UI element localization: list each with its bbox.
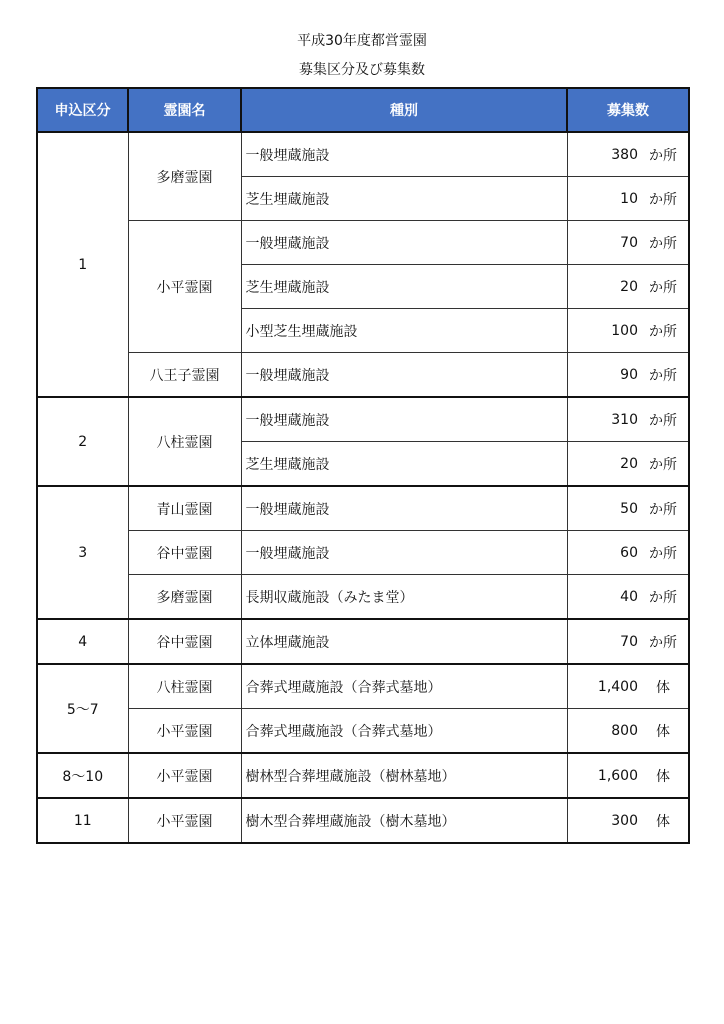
- type-cell: 芝生埋蔵施設: [241, 177, 567, 221]
- count-unit: か所: [649, 235, 677, 252]
- type-cell: 一般埋蔵施設: [241, 221, 567, 265]
- category-cell: 11: [37, 798, 128, 843]
- category-cell: 4: [37, 619, 128, 664]
- header-category: 申込区分: [37, 88, 128, 132]
- category-cell: 1: [37, 132, 128, 397]
- table-row: [37, 353, 689, 398]
- category-cell: 5～7: [37, 664, 128, 753]
- type-cell: 樹木型合葬埋蔵施設（樹木墓地）: [241, 798, 567, 843]
- cemetery-cell: 青山霊園: [128, 486, 241, 531]
- cemetery-cell: 小平霊園: [128, 798, 241, 843]
- count-cell: [567, 221, 689, 265]
- count-value: 800: [611, 722, 638, 739]
- cemetery-cell: 小平霊園: [128, 753, 241, 798]
- count-value: 70: [620, 234, 638, 251]
- header-type: 種別: [241, 88, 567, 132]
- type-cell: 合葬式埋蔵施設（合葬式墓地）: [241, 709, 567, 754]
- cemetery-cell: 八柱霊園: [128, 397, 241, 486]
- category-cell: 2: [37, 397, 128, 486]
- table-row: [37, 664, 689, 709]
- table-row: [37, 575, 689, 620]
- table-row: [37, 798, 689, 843]
- count-value: 1,400: [597, 678, 638, 695]
- count-cell: [567, 664, 689, 709]
- table-row: [37, 486, 689, 531]
- count-unit: か所: [649, 545, 677, 562]
- count-cell: [567, 265, 689, 309]
- count-unit: か所: [649, 323, 677, 340]
- count-cell: [567, 442, 689, 487]
- count-unit: か所: [649, 589, 677, 606]
- count-unit: 体: [656, 813, 670, 830]
- count-unit: か所: [649, 191, 677, 208]
- table-row: [37, 619, 689, 664]
- type-cell: 小型芝生埋蔵施設: [241, 309, 567, 353]
- count-value: 310: [611, 411, 638, 428]
- type-cell: 一般埋蔵施設: [241, 397, 567, 442]
- count-value: 300: [611, 812, 638, 829]
- count-unit: か所: [649, 367, 677, 384]
- count-value: 1,600: [597, 767, 638, 784]
- count-value: 10: [620, 190, 638, 207]
- type-cell: 一般埋蔵施設: [241, 353, 567, 398]
- count-value: 380: [611, 146, 638, 163]
- count-unit: か所: [649, 412, 677, 429]
- table-row: [37, 531, 689, 575]
- count-unit: 体: [656, 723, 670, 740]
- document-subtitle: 募集区分及び募集数: [299, 62, 425, 78]
- count-value: 50: [620, 500, 638, 517]
- type-cell: 芝生埋蔵施設: [241, 265, 567, 309]
- table-header-row: [37, 88, 689, 132]
- table-row: [37, 397, 689, 442]
- table-row: [37, 221, 689, 265]
- count-cell: [567, 353, 689, 398]
- count-cell: [567, 486, 689, 531]
- count-value: 40: [620, 588, 638, 605]
- cemetery-cell: 八王子霊園: [128, 353, 241, 398]
- count-unit: か所: [649, 634, 677, 651]
- type-cell: 芝生埋蔵施設: [241, 442, 567, 487]
- count-cell: [567, 309, 689, 353]
- type-cell: 長期収蔵施設（みたま堂）: [241, 575, 567, 620]
- count-value: 60: [620, 544, 638, 561]
- type-cell: 一般埋蔵施設: [241, 132, 567, 177]
- cemetery-cell: 八柱霊園: [128, 664, 241, 709]
- cemetery-cell: 谷中霊園: [128, 619, 241, 664]
- count-value: 70: [620, 633, 638, 650]
- table-row: [37, 709, 689, 754]
- count-value: 20: [620, 278, 638, 295]
- type-cell: 一般埋蔵施設: [241, 486, 567, 531]
- cemetery-cell: 多磨霊園: [128, 575, 241, 620]
- header-count: 募集数: [567, 88, 689, 132]
- type-cell: 樹林型合葬埋蔵施設（樹林墓地）: [241, 753, 567, 798]
- count-cell: [567, 531, 689, 575]
- type-cell: 立体埋蔵施設: [241, 619, 567, 664]
- recruitment-table: [36, 87, 690, 844]
- count-cell: [567, 397, 689, 442]
- cemetery-cell: 小平霊園: [128, 709, 241, 754]
- count-value: 100: [611, 322, 638, 339]
- count-cell: [567, 619, 689, 664]
- count-unit: か所: [649, 456, 677, 473]
- count-unit: か所: [649, 147, 677, 164]
- count-unit: 体: [656, 768, 670, 785]
- count-cell: [567, 575, 689, 620]
- count-cell: [567, 177, 689, 221]
- type-cell: 一般埋蔵施設: [241, 531, 567, 575]
- table-row: [37, 132, 689, 177]
- cemetery-cell: 多磨霊園: [128, 132, 241, 221]
- count-cell: [567, 798, 689, 843]
- count-value: 20: [620, 455, 638, 472]
- table-row: [37, 753, 689, 798]
- header-cemetery: 霊園名: [128, 88, 241, 132]
- cemetery-cell: 小平霊園: [128, 221, 241, 353]
- category-cell: 3: [37, 486, 128, 619]
- count-value: 90: [620, 366, 638, 383]
- document-title: 平成30年度都営霊園: [297, 33, 427, 49]
- count-unit: か所: [649, 501, 677, 518]
- count-cell: [567, 753, 689, 798]
- cemetery-cell: 谷中霊園: [128, 531, 241, 575]
- category-cell: 8～10: [37, 753, 128, 798]
- count-cell: [567, 132, 689, 177]
- type-cell: 合葬式埋蔵施設（合葬式墓地）: [241, 664, 567, 709]
- count-unit: 体: [656, 679, 670, 696]
- count-unit: か所: [649, 279, 677, 296]
- count-cell: [567, 709, 689, 754]
